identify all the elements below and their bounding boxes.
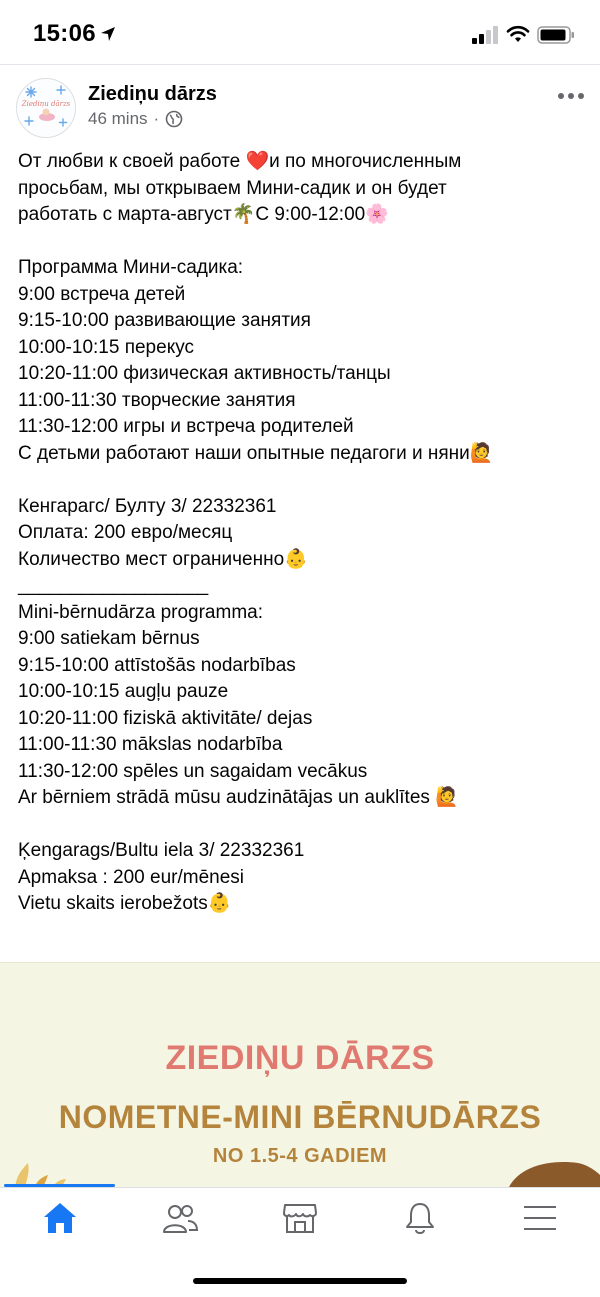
post-text-line: 11:00-11:30 mākslas nodarbība [18,734,283,755]
banner-age-range: NO 1.5-4 GADIEM [212,1145,388,1167]
post-text-line: работать с марта-август🌴С 9:00-12:00🌸 [18,204,389,225]
post-text-line: Количество мест ограниченно👶 [18,548,308,570]
post-text-line: Apmaksa : 200 eur/mēnesi [18,866,245,888]
status-divider [0,64,600,65]
post-text-line: 9:15-10:00 развивающие занятия [18,310,311,331]
banner-leaf-decoration [4,1149,84,1187]
menu-icon [523,1203,557,1233]
home-icon [42,1201,78,1235]
location-arrow-icon [100,26,116,42]
banner-subtitle: NOMETNE-MINI BĒRNUDĀRZS [58,1099,542,1135]
post-text-line: Mini-bērnudārza programma: [18,601,263,623]
post-text-line: 10:00-10:15 augļu pauze [18,681,229,702]
more-options-icon[interactable] [557,90,585,102]
banner-title: ZIEDIŅU DĀRZS [165,1039,435,1077]
meta-separator: · [153,109,160,128]
post-text-spacer [18,467,588,494]
post-text-line: Vietu skaits ierobežots👶 [18,893,232,914]
banner-figure-decoration [508,1159,600,1187]
post-text-line: 9:00 встреча детей [18,283,186,305]
tab-menu[interactable] [520,1200,560,1236]
post-text-line: 11:00-11:30 творческие занятия [18,389,296,411]
post-meta [88,109,183,129]
page-avatar[interactable] [16,78,76,138]
post-timestamp[interactable]: 46 mins [88,109,148,128]
bottom-nav [0,1187,600,1248]
battery-icon [537,26,575,44]
wifi-icon [506,24,530,44]
friends-icon [161,1202,199,1234]
tab-marketplace[interactable] [280,1200,320,1236]
post-text-spacer [18,812,588,839]
post-text-line: просьбам, мы открываем Мини-садик и он будет [18,177,447,199]
post-body [18,149,588,918]
post-text-line: 10:20-11:00 fiziskā aktivitāte/ dejas [18,707,313,729]
post-text-line: 11:30-12:00 игры и встреча родителей [18,416,354,437]
status-time: 15:06 [33,20,96,47]
tab-friends[interactable] [160,1200,200,1236]
post-text-line: Ķengarags/Bultu iela 3/ 22332361 [18,840,305,861]
home-indicator [193,1278,407,1284]
tab-home[interactable] [40,1200,80,1236]
post-text-line: 9:00 satiekam bērnus [18,628,200,649]
cellular-signal-icon [472,26,500,44]
post-text-line: Оплата: 200 евро/месяц [18,522,233,543]
post-text-line: С детьми работают наши опытные педагоги и няни🙋 [18,442,494,464]
notifications-bell-icon [403,1201,437,1235]
post-text-spacer [18,229,588,256]
marketplace-icon [282,1201,318,1235]
post-text-line: Программа Мини-садика: [18,257,244,278]
post-text-line: Ar bērniem strādā mūsu audzinātājas un auklītes 🙋 [18,787,459,808]
tab-notifications[interactable] [400,1200,440,1236]
globe-icon [165,110,183,128]
avatar-logo-image [17,79,75,137]
svg-text:Ziediņu dārzs: Ziediņu dārzs [21,100,71,108]
post-text-line: Кенгарагс/ Булту 3/ 22332361 [18,495,277,517]
post-text-line: 10:20-11:00 физическая активность/танцы [18,363,391,384]
author-name[interactable]: Ziediņu dārzs [88,83,217,105]
post-text-line: 9:15-10:00 attīstošās nodarbības [18,654,296,676]
post-text-line: 11:30-12:00 spēles un sagaidam vecākus [18,760,368,782]
post-text-line: __________________ [18,575,209,596]
status-bar [0,0,600,64]
post-text-line: 10:00-10:15 перекус [18,336,195,358]
post-image-banner[interactable] [0,962,600,1187]
post-text-line: От любви к своей работе ❤️и по многочисленным [18,151,462,172]
